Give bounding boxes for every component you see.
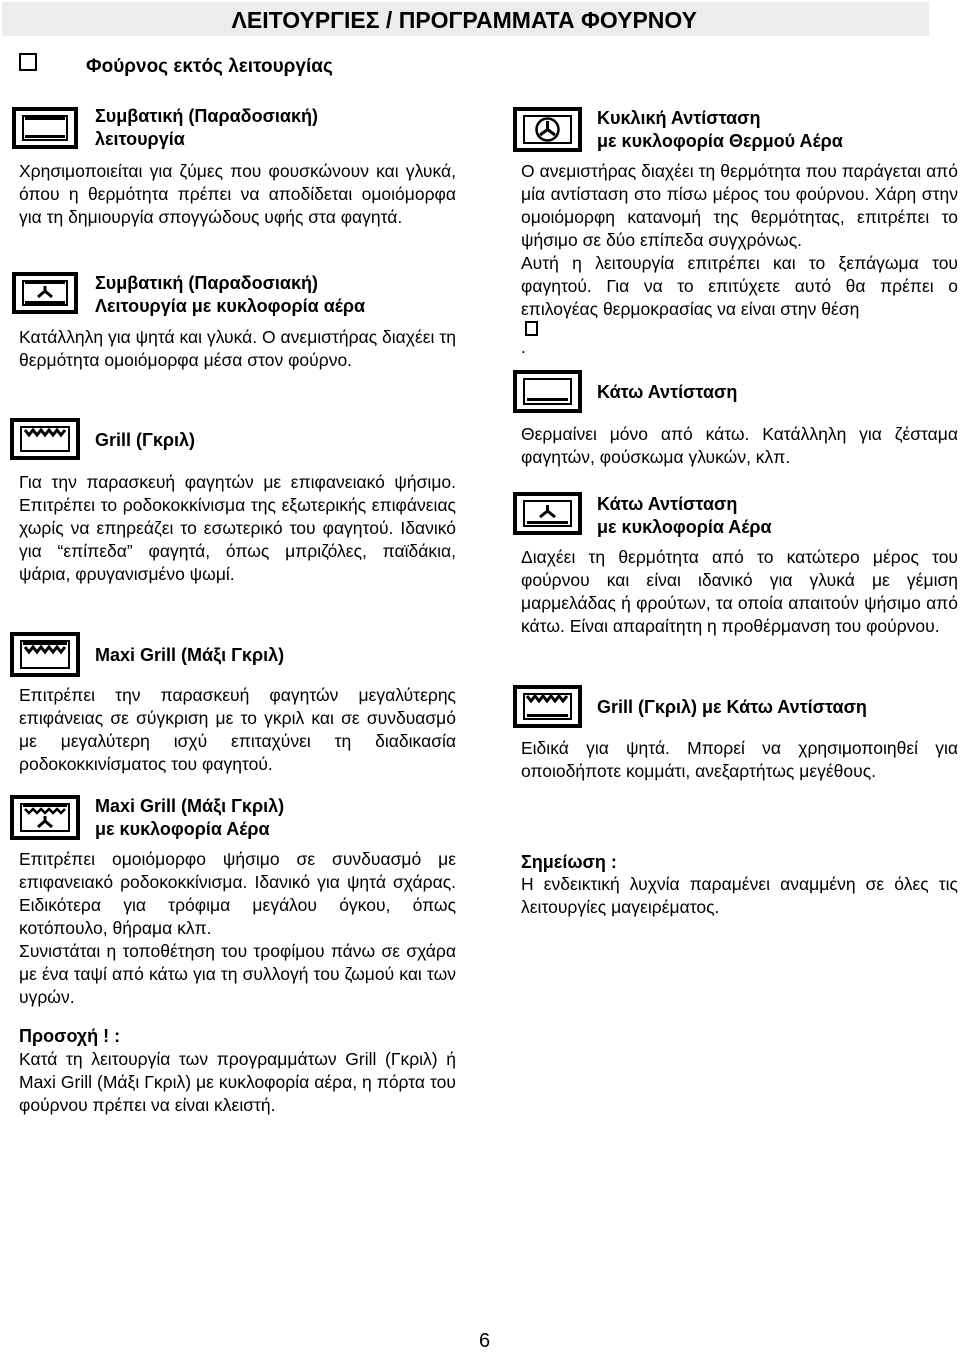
empty-square-icon — [19, 53, 37, 71]
caution-label: Προσοχή ! : — [19, 1026, 121, 1046]
note-label: Σημείωση : — [521, 852, 617, 872]
maxi-grill-text: Επιτρέπει την παρασκευή φαγητών μεγαλύτερης επιφάνειας σε σύγκριση με το γκριλ και σε συνδυασμό με μεγαλύτερη ισχύ επιταχύνει τη διαδικασία ροδοκοκκινίσματος του φαγητού. — [19, 685, 456, 774]
grill-text: Για την παρασκευή φαγητών με επιφανειακό ψήσιμο. Επιτρέπει το ροδοκοκκίνισμα της εξωτερικής επιφάνειας χωρίς να επηρεάζει το εσωτερικό του φαγητού. Ιδανικό για “επίπεδα” φαγητά, όπως μπριζόλες, παϊδάκια, ψάρια, φρυγανισμένο ψωμί. — [19, 472, 456, 584]
maxi-grill-fan-heading: Maxi Grill (Μάξι Γκριλ) με κυκλοφορία Αέρα — [95, 796, 285, 839]
conventional-fan-text: Κατάλληλη για ψητά και γλυκά. Ο ανεμιστήρας διαχέει τη θερμότητα ομοιόμορφα μέσα στον φούρνο. — [19, 327, 456, 370]
conventional-fan-heading: Συμβατική (Παραδοσιακή) Λειτουργία με κυκλοφορία αέρα — [95, 273, 366, 316]
maxi-grill-fan-icon — [10, 795, 80, 840]
maxi-grill-fan-text: Επιτρέπει ομοιόμορφο ψήσιμο σε συνδυασμό με επιφανειακό ροδοκοκκίνισμα. Ιδανικό για ψητά σχάρας. Ειδικότερα για τρόφιμα μεγάλου όγκου, όπως κοτόπουλο, θήραμα κλπ. Συνιστάται η τοποθέτηση του τροφίμου πάνω σε σχάρα με ένα ταψί από κάτω για τη συλλογή του ζωμού και των υγρών. — [19, 849, 456, 1007]
grill-icon — [10, 418, 80, 460]
maxi-grill-heading: Maxi Grill (Μάξι Γκριλ) — [95, 645, 285, 665]
maxi-grill-icon — [10, 632, 80, 677]
grill-bottom-heat-icon — [513, 685, 582, 728]
bottom-fan-heading: Κάτω Αντίσταση με κυκλοφορία Αέρα — [597, 494, 772, 537]
circular-text: Ο ανεμιστήρας διαχέει τη θερμότητα που παράγεται από μία αντίσταση στο πίσω μέρος του φούρνου. Χάρη στην ομοιόμορφη κατανομή της θερμότητας, επιτρέπει το ψήσιμο σε δύο επίπεδα συγχρόνως. Αυτή η λειτουργία επιτρέπει και το ξεπάγωμα του φαγητού. Για να το επιτύχετε αυτό θα πρέπει ο επιλογέας θερμοκρασίας να είναι στην θέση . — [521, 161, 958, 357]
note-text: Η ενδεικτική λυχνία παραμένει αναμμένη σε όλες τις λειτουργίες μαγειρέματος. — [521, 874, 958, 917]
bottom-heat-icon — [513, 370, 582, 413]
grill-bottom-text: Ειδικά για ψητά. Μπορεί να χρησιμοποιηθεί για οποιοδήποτε κομμάτι, ανεξαρτήτως μεγέθους. — [521, 738, 958, 781]
header-bar — [2, 2, 929, 36]
circular-heading: Κυκλική Αντίσταση με κυκλοφορία Θερμού Αέρα — [597, 108, 843, 151]
bottom-heading: Κάτω Αντίσταση — [597, 382, 738, 402]
bottom-heat-fan-icon — [513, 492, 582, 535]
empty-square-icon — [525, 321, 538, 336]
top-bottom-heat-fan-icon — [12, 272, 78, 314]
bottom-text: Θερμαίνει μόνο από κάτω. Κατάλληλη για ζέσταμα φαγητών, φούσκωμα γλυκών, κλπ. — [521, 424, 958, 467]
conventional-text: Χρησιμοποιείται για ζύμες που φουσκώνουν και γλυκά, όπου η θερμότητα πρέπει να αποδίδεται ομοιόμορφα για τη δημιουργία σπογγώδους υφής στα φαγητά. — [19, 161, 456, 227]
grill-bottom-heading: Grill (Γκριλ) με Κάτω Αντίσταση — [597, 697, 867, 717]
page-number: 6 — [479, 1330, 491, 1352]
circular-heater-fan-icon — [513, 107, 582, 152]
page-title: ΛΕΙΤΟΥΡΓΙΕΣ / ΠΡΟΓΡΑΜΜΑΤΑ ΦΟΥΡΝΟΥ — [231, 7, 697, 33]
top-bottom-heat-icon — [12, 107, 78, 149]
caution-text: Κατά τη λειτουργία των προγραμμάτων Grill (Γκριλ) ή Maxi Grill (Μάξι Γκριλ) με κυκλοφορία αέρα, η πόρτα του φούρνου πρέπει να είναι κλειστή. — [19, 1049, 456, 1115]
grill-heading: Grill (Γκριλ) — [95, 430, 196, 450]
conventional-heading: Συμβατική (Παραδοσιακή) λειτουργία — [95, 106, 318, 149]
oven-off-label: Φούρνος εκτός λειτουργίας — [86, 56, 333, 77]
bottom-fan-text: Διαχέει τη θερμότητα από το κατώτερο μέρος του φούρνου και είναι ιδανικό για γλυκά με γέμιση μαρμελάδας ή φρούτων, τα οποία απαιτούν ψήσιμο από κάτω. Είναι απαραίτητη η προθέρμανση του φούρνου. — [521, 547, 958, 636]
